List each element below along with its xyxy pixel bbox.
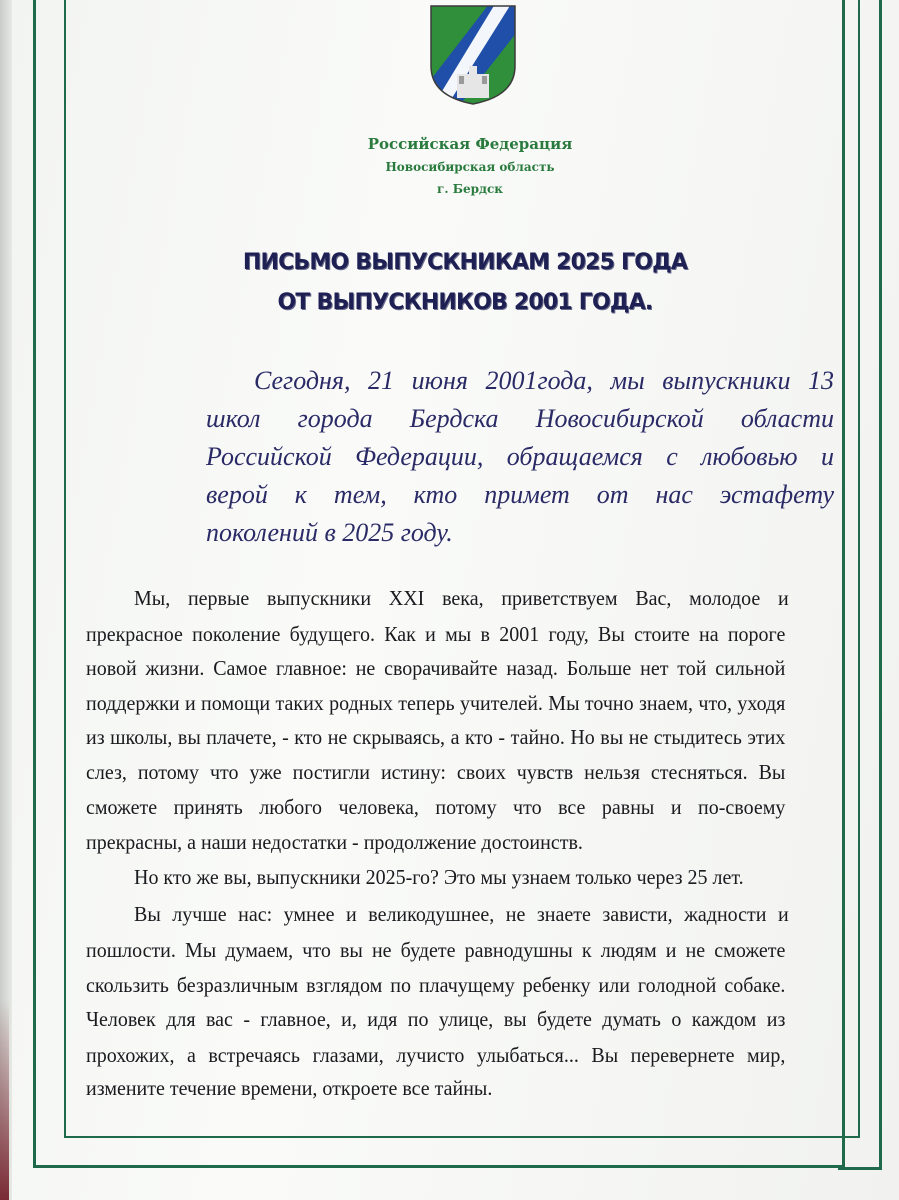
intro-line: Российской Федерации, обращаемся с любовью и: [206, 442, 834, 471]
body-line: из школы, вы плачете, - кто не скрываясь, а кто - тайно. Но вы не стыдитесь этих: [86, 725, 786, 749]
header-country: Российская Федерация: [367, 135, 573, 153]
letter-title-line-2: ОТ ВЫПУСКНИКОВ 2001 ГОДА.: [277, 290, 653, 315]
body-line: Вы лучше нас: умнее и великодушнее, не знаете зависти, жадности и: [134, 902, 789, 926]
paper-edge-shadow: [0, 1000, 9, 1200]
berdsk-coat-of-arms-icon: [429, 4, 517, 106]
header-city: г. Бердск: [437, 182, 503, 196]
body-line: Мы, первые выпускники XXI века, приветствуем Вас, молодое и: [134, 586, 789, 610]
body-line: Но кто же вы, выпускники 2025-го? Это мы узнаем только через 25 лет.: [134, 865, 744, 889]
body-line: поддержки и помощи таких родных теперь учителей. Мы точно знаем, что, уходя: [86, 691, 786, 715]
body-line: сможете принять любого человека, потому что все равны и по-своему: [86, 795, 786, 819]
body-line: прекрасны, а наши недостатки - продолжение достоинств.: [86, 830, 583, 854]
header-region: Новосибирская область: [385, 160, 555, 174]
body-line: новой жизни. Самое главное: не сворачивайте назад. Больше нет той сильной: [86, 656, 786, 680]
body-line: слез, потому что уже постигли истину: своих чувств нельзя стесняться. Вы: [86, 760, 786, 784]
body-line: прекрасное поколение будущего. Как и мы в 2001 году, Вы стоите на пороге: [86, 622, 786, 646]
intro-line: поколений в 2025 году.: [206, 518, 453, 547]
intro-line: школ города Бердска Новосибирской области: [206, 404, 834, 433]
body-line: измените течение времени, откроете все тайны.: [86, 1076, 493, 1100]
intro-line: Сегодня, 21 июня 2001года, мы выпускники 13: [254, 366, 834, 395]
body-line: Человек для вас - главное, и, идя по улице, вы будете думать о каждом из: [86, 1007, 786, 1031]
body-line: скользить безразличным взглядом по плачущему ребенку или голодной собаке.: [86, 973, 786, 997]
body-line: пошлости. Мы думаем, что вы не будете равнодушны к людям и не сможете: [86, 938, 786, 962]
intro-line: верой к тем, кто примет от нас эстафету: [206, 480, 834, 509]
body-line: прохожих, а встречаясь глазами, лучисто улыбаться... Вы перевернете мир,: [86, 1043, 786, 1067]
letter-title-line-1: ПИСЬМО ВЫПУСКНИКАМ 2025 ГОДА: [242, 250, 688, 275]
